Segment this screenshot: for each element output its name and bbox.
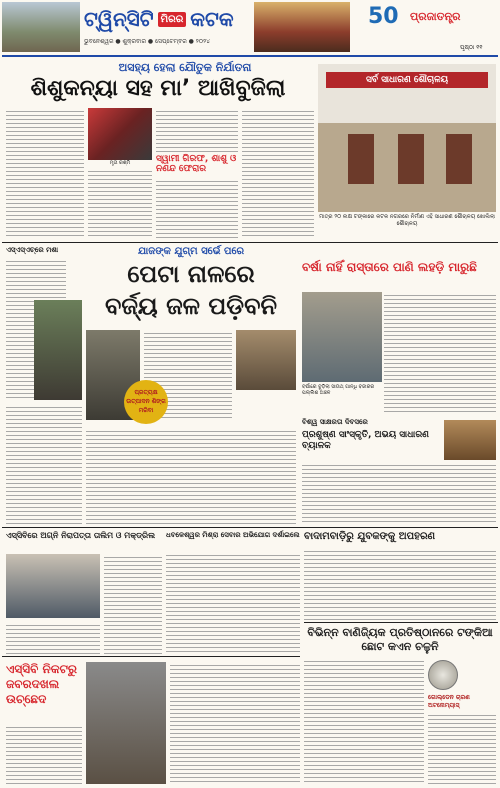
row3-mid-body [166, 552, 300, 654]
masthead-temple-photo [254, 2, 350, 52]
row3-left-body2 [6, 622, 100, 654]
section1-headline2: ବର୍ଜ୍ୟ ଜଳ ପଡ଼ିବନି [104, 292, 277, 320]
section3-body [302, 462, 496, 524]
section2-headline: ବର୍ଷା ନାହିଁ ରାସ୍ତାରେ ପାଣି ଲହଡ଼ି ମାରୁଛି [302, 260, 477, 274]
section1-kicker: ଯାଜଙ୍କ ଯୁଗ୍ମ ସର୍ଭେ ପରେ [137, 246, 245, 257]
row4-side-label: ଗୋଲ୍ଡେନ ଚାରଣ ଅଟନୋମ୍ୟାସ୍ [428, 694, 470, 709]
masthead-title-right: କଟକ [190, 7, 234, 31]
rule-3 [304, 622, 498, 623]
bottom-body [6, 724, 82, 784]
bottom-body2 [170, 662, 300, 784]
lead-headline: ଶିଶୁକନ୍ୟା ସହ ମା’ ଆଖିବୁଜିଲା [30, 76, 286, 101]
toilet-photo-caption: ମାତ୍ର ୨୦ ଲକ୍ଷ ଟଙ୍କାରେ କଟକ ନଗରରେ ନିର୍ମାଣ ଏହି ସାଧାରଣ ଶୌଚାଳୟ ଖୋଲିଲା ଶୌଚାଳୟ [319, 214, 495, 227]
row3-mid-headline: ଧବଳେଶ୍ୱର ମିଶ୍ରା ସେବାର ଅଭିଯୋଗ ଦର୍ଶାଇଲେ [166, 531, 300, 539]
rule-4 [2, 656, 300, 657]
row3-right-body [304, 548, 496, 620]
rule-1 [2, 242, 498, 243]
rule-2 [2, 527, 498, 528]
anniversary-number: 50 [368, 4, 399, 29]
section3-headline: ପ୍ରଶୁଷ୍ଣ ସାଂସ୍କୃତି, ଅଭୟ ସାଧାରଣ ବ୍ୟାଳକ [302, 430, 429, 451]
lead-body-col1 [6, 108, 84, 238]
section1-label: ଏସ୍‌ଏସ୍‌ଏଚ୍‌ରେ ମଶା [6, 246, 59, 254]
section1-people-photo [236, 330, 296, 390]
section1-badge: ପ୍ରତ୍ୟକ୍ଷ ଉତ୍ପାଦନ ଶିଙ୍ଗ ମରିବା [124, 380, 168, 424]
row3-right-headline: ବାଦାମବାଡ଼ିରୁ ଯୁବକଙ୍କୁ ଅପହରଣ [304, 531, 436, 542]
section3-kicker: ବିଶ୍ୱ ସାକ୍ଷରତା ଦିବସରେ [302, 418, 368, 426]
toilet-photo [318, 64, 496, 212]
page-number: ପୃଷ୍ଠା ୧୧ [460, 44, 483, 51]
row3-left-headline: ଏସ୍‌ସିବିରେ ଅଗ୍ନି ନିରାପତ୍ତା ତାଲିମ ଓ ମକ୍‌ଡ୍ରିଲ [6, 531, 156, 540]
bottom-headline: ଏସ୍‌ସିବି ନିକଟରୁ ଜବରଦଖଲ ଉଚ୍ଛେଦ [6, 662, 77, 706]
row3-left-photo [6, 554, 100, 618]
brand-name: ପ୍ରଜାତନ୍ତ୍ର [410, 10, 461, 23]
toilet-sign: ସର୍ବ ସାଧାରଣ ଶୌଚାଳୟ [326, 72, 488, 88]
section1-left-photo [34, 300, 82, 400]
masthead-rule [2, 55, 498, 57]
masthead-badge: ମିରର [158, 12, 187, 27]
bottom-photo [86, 662, 166, 784]
row4-headline: ବିଭିନ୍ନ ବାଣିଜ୍ୟିକ ପ୍ରତିଷ୍ଠାନରେ ଟଙ୍କିଆ ଛୋଟ କଏନ ଚଳୁନି [307, 626, 493, 653]
coin-icon [428, 660, 458, 690]
section2-caption: ବର୍ଷାରେ ବୁଡ଼ିଲା ସାଉଥ୍ ଗାନ୍ଧି ବଜାରର ପଲ୍ଲିଶ ଅଞ୍ଚଳ [302, 384, 375, 396]
masthead-left-photo [2, 2, 80, 52]
lead-kicker: ଅସହ୍ୟ ହେଲା ଯୌତୁକ ନିର୍ଯାତନା [118, 61, 252, 74]
masthead-title [84, 4, 254, 34]
masthead-title-left: ଟ୍ୱିନ୍‌ସିଟି [84, 7, 154, 31]
section1-body2 [86, 428, 296, 524]
lead-body-col3 [156, 108, 238, 152]
anniversary-logo [368, 4, 404, 34]
section2-body [384, 292, 496, 412]
lead-photo-couple [88, 108, 152, 160]
section1-headline1: ପେଟା ନାଳରେ [127, 260, 255, 288]
section1-left-body2 [6, 404, 82, 524]
lead-body-col5 [242, 108, 314, 238]
row3-left-body [104, 554, 162, 654]
row4-body [304, 658, 424, 784]
section3-photo [444, 420, 496, 460]
masthead-dateline: ଭୁବନେଶ୍ୱର ● ଶୁକ୍ରବାର ● ସେପ୍ଟେମ୍ବର ● ୨୦୨୪ [84, 38, 210, 45]
lead-body-col2 [88, 168, 152, 238]
lead-photo-caption: ମୃତା ରଶ୍ମି [109, 160, 131, 166]
lead-body-col4 [156, 178, 238, 238]
row4-side-body [428, 712, 496, 784]
lead-highlight: ସ୍ୱାମୀ ଗିରଫ, ଶାଶୁ ଓ ନଣନ୍ଦ ଫେରାର [156, 154, 237, 174]
section2-photo [302, 292, 382, 382]
